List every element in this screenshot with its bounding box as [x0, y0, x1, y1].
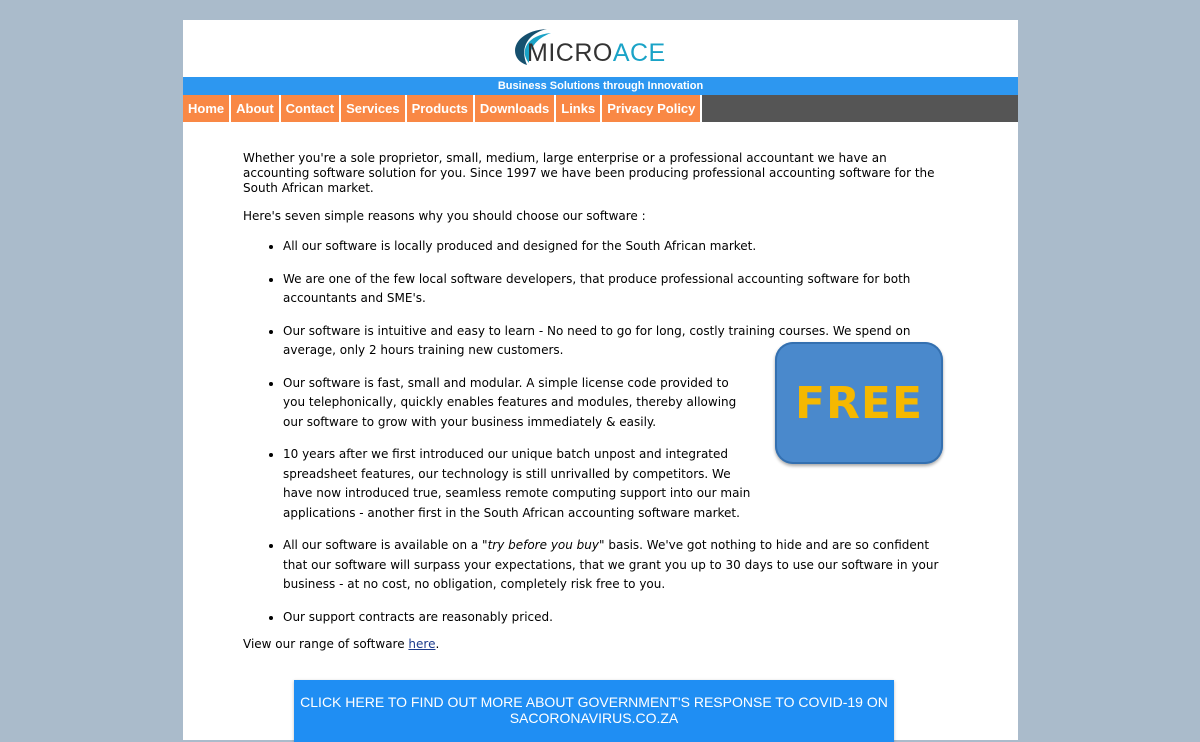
view-range-post: . — [435, 637, 440, 651]
intro-paragraph: Whether you're a sole proprietor, small, medium, large enterprise or a professional accountant we have an accounting software solution for you. Since 1997 we have been producing professional accounting software for the South African market. — [243, 151, 935, 195]
reason6-post: " basis. We've got nothing to hide and are so confident that our software will surpass your expectations, that we grant you up to 30 days to use our software in your business - at no cost, no obligation, completely risk free to you. — [283, 538, 939, 591]
view-range-pre: View our range of software — [243, 637, 409, 651]
reason-item: • We are one of the few local software developers, that produce professional accounting software for both accountants and SME's. — [283, 270, 943, 309]
covid-banner[interactable] — [294, 680, 894, 742]
free-button[interactable]: FREE — [775, 342, 943, 464]
nav-privacy-policy[interactable]: Privacy Policy — [602, 95, 702, 122]
main-nav — [183, 95, 1018, 122]
reason-text: 10 years after we first introduced our unique batch unpost and integrated spreadsheet features, our technology is still unrivalled by competitors. We have now introduced true, seamless remote computing support into our main applications - another first in the South African accounting software market. — [283, 447, 751, 520]
nav-services[interactable]: Services — [341, 95, 407, 122]
nav-about[interactable]: About — [231, 95, 281, 122]
view-range-text — [243, 637, 943, 652]
tagline-bar: Business Solutions through Innovation — [183, 77, 1018, 95]
header — [183, 20, 1018, 77]
reasons-lead: Here's seven simple reasons why you should choose our software : — [243, 209, 646, 223]
covid-banner-line2: SACORONAVIRUS.CO.ZA — [509, 710, 679, 726]
microace-logo[interactable] — [505, 25, 695, 73]
reason-item: • All our software is locally produced and designed for the South African market. — [283, 237, 943, 257]
nav-contact[interactable]: Contact — [281, 95, 341, 122]
reason-item: • Our software is fast, small and modular. A simple license code provided to you telephonically, quickly enables features and modules, thereby allowing our software to grow with your business immediately & easily. — [283, 374, 943, 433]
reason-item — [283, 536, 943, 595]
nav-home[interactable]: Home — [183, 95, 231, 122]
reason6-pre: All our software is available on a " — [283, 538, 488, 552]
logo-text — [527, 39, 666, 68]
nav-downloads[interactable]: Downloads — [475, 95, 556, 122]
logo-micro: MICRO — [527, 39, 613, 67]
nav-links[interactable]: Links — [556, 95, 602, 122]
nav-products[interactable]: Products — [407, 95, 475, 122]
reason-item: • Our support contracts are reasonably priced. — [283, 608, 943, 628]
reason6-emphasis: try before you buy — [487, 538, 600, 552]
logo-ace: ACE — [612, 39, 666, 67]
covid-banner-line1: CLICK HERE TO FIND OUT MORE ABOUT GOVERNMENT'S RESPONSE TO COVID-19 ON — [300, 694, 888, 710]
reason-item: • Our software is intuitive and easy to learn - No need to go for long, costly training courses. We spend on average, only 2 hours training new customers. — [283, 322, 943, 361]
software-range-link[interactable]: here — [408, 637, 436, 651]
page-container — [183, 20, 1018, 740]
